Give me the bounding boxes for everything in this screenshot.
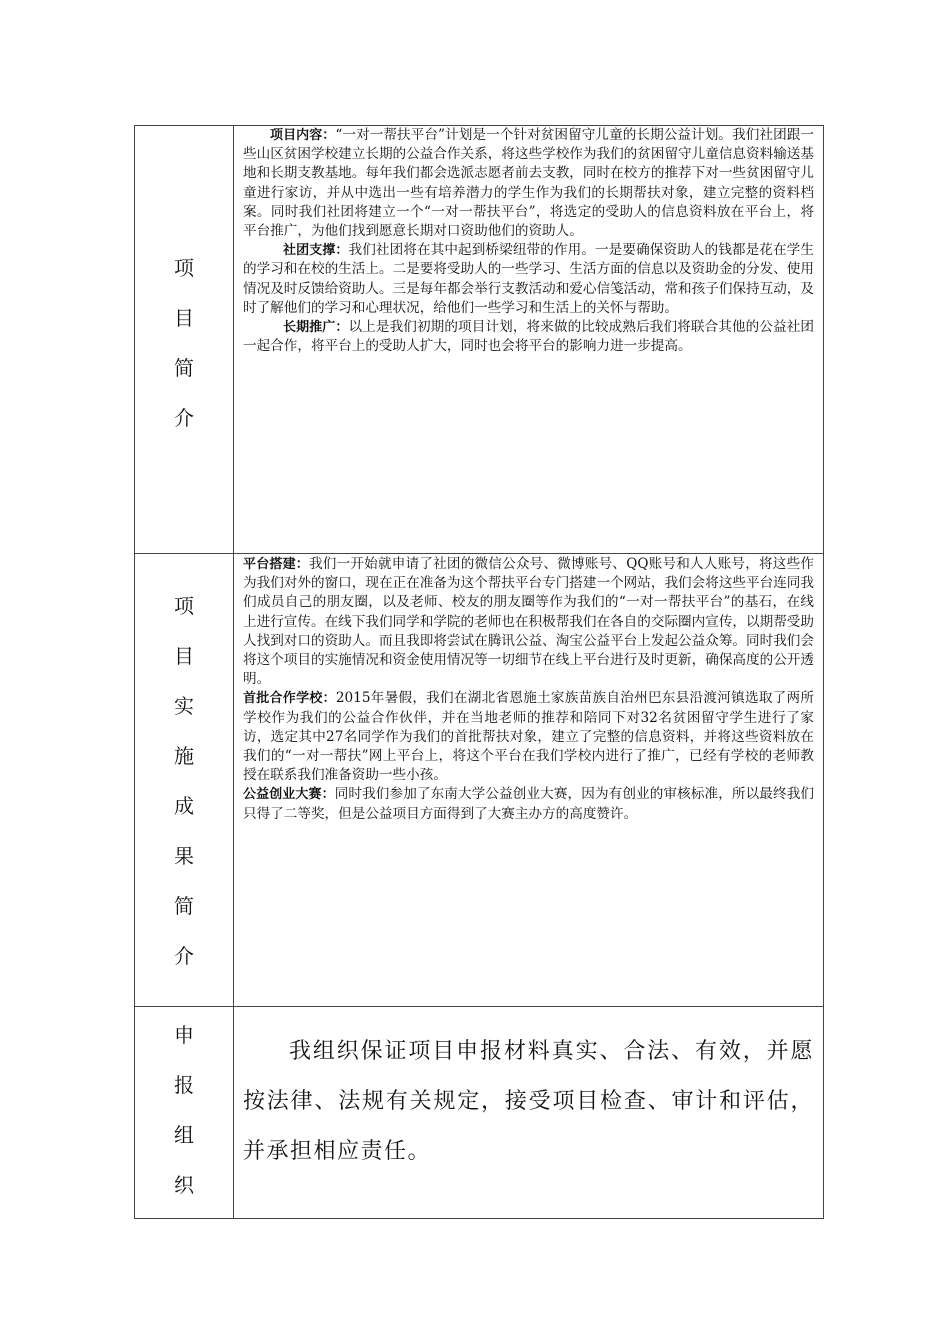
label-char: 简 bbox=[174, 356, 194, 380]
label-char: 组 bbox=[174, 1123, 194, 1147]
paragraph-text: 同时我们参加了东南大学公益创业大赛，因为有创业的审核标准，所以最终我们只得了二等奖，但是公益项目方面得到了大赛主办方的高度赞许。 bbox=[243, 786, 814, 822]
applicant-org-label bbox=[135, 1007, 234, 1219]
label-char: 成 bbox=[174, 794, 194, 818]
project-intro-row bbox=[135, 126, 824, 554]
paragraph-text: “一对一帮扶平台”计划是一个针对贫困留守儿童的长期公益计划。我们社团跟一些山区贫困学校建立长期的公益合作关系，将这些学校作为我们的贫困留守儿童信息资料输送基地和长期支教基地。每年我们都会选派志愿者前去支教，同时在校方的推荐下对一些贫困留守儿童进行家访，并从中选出一些有培养潜力的学生作为我们的长期帮扶对象，建立完整的资料档案。同时我们社团将建立一个“一对一帮扶平台”，将选定的受助人的信息资料放在平台上，将平台推广，为他们找到愿意长期对口资助他们的资助人。 bbox=[243, 127, 814, 240]
implementation-results-content bbox=[234, 554, 824, 1007]
entrepreneurship-contest-paragraph bbox=[234, 785, 823, 823]
paragraph-text: 我们一开始就申请了社团的微信公众号、微博账号、QQ账号和人人账号，将这些作为我们对外的窗口，现在正在准备为这个帮扶平台专门搭建一个网站，我们会将这些平台连同我们成员自己的朋友圈，以及老师、校友的朋友圈等作为我们的“一对一帮扶平台”的基石，在线上进行宣传。在线下我们同学和学院的老师也在积极帮我们在各自的交际圈内宣传，以期帮受助人找到对口的资助人。而且我即将尝试在腾讯公益、淘宝公益平台上发起公益众筹。同时我们会将这个项目的实施情况和资金使用情况等一切细节在线上平台进行及时更新，确保高度的公开透明。 bbox=[243, 556, 814, 688]
paragraph-heading: 公益创业大赛： bbox=[243, 787, 335, 803]
paragraph-text: 2015年暑假，我们在湖北省恩施土家族苗族自治州巴东县沿渡河镇选取了两所学校作为我们的公益合作伙伴，并在当地老师的推荐和陪同下对32名贫困留守学生进行了家访，选定其中27名同学作为我们的首批帮扶对象，建立了完整的信息资料，并将这些资料放在我们的“一对一帮扶”网上平台上，将这个平台在我们学校内进行了推广，已经有学校的老师教授在联系我们准备资助一些小孩。 bbox=[243, 690, 814, 784]
paragraph-heading: 平台搭建： bbox=[243, 557, 309, 572]
paragraph-heading: 首批合作学校： bbox=[243, 691, 336, 707]
label-char: 介 bbox=[174, 944, 194, 968]
label-char: 实 bbox=[174, 694, 194, 718]
project-intro-content bbox=[234, 126, 824, 554]
application-form-table bbox=[134, 125, 824, 1219]
platform-building-paragraph bbox=[234, 555, 823, 689]
label-char: 施 bbox=[174, 744, 194, 768]
paragraph-text: 我们社团将在其中起到桥梁纽带的作用。一是要确保资助人的钱都是花在学生的学习和在校的生活上。二是要将受助人的一些学习、生活方面的信息以及资助金的分发、使用情况及时反馈给资助人。三是每年都会举行支教活动和爱心信笺活动，常和孩子们保持互动，及时了解他们的学习和心理状况，给他们一些学习和生活上的关怀与帮助。 bbox=[243, 242, 814, 316]
label-char: 果 bbox=[174, 844, 194, 868]
paragraph-heading: 长期推广： bbox=[283, 320, 349, 336]
long-term-promotion-paragraph bbox=[234, 318, 823, 356]
label-char: 项 bbox=[174, 594, 194, 618]
label-char: 报 bbox=[174, 1073, 194, 1097]
label-char: 目 bbox=[174, 644, 194, 668]
first-partner-schools-paragraph bbox=[234, 689, 823, 785]
label-char: 织 bbox=[174, 1173, 194, 1197]
implementation-results-label bbox=[135, 554, 234, 1007]
applicant-org-row bbox=[135, 1007, 824, 1219]
project-intro-label bbox=[135, 126, 234, 554]
label-char: 申 bbox=[174, 1023, 194, 1047]
paragraph-heading: 项目内容： bbox=[270, 128, 336, 143]
applicant-org-content bbox=[234, 1007, 824, 1219]
paragraph-heading: 社团支撑： bbox=[283, 243, 349, 259]
project-content-paragraph bbox=[234, 126, 823, 241]
label-char: 目 bbox=[174, 306, 194, 330]
label-char: 介 bbox=[174, 406, 194, 430]
club-support-paragraph bbox=[234, 241, 823, 318]
label-char: 简 bbox=[174, 894, 194, 918]
declaration-text: 我组织保证项目申报材料真实、合法、有效，并愿按法律、法规有关规定，接受项目检查、审计和评估，并承担相应责任。 bbox=[243, 1039, 814, 1164]
implementation-results-row bbox=[135, 554, 824, 1007]
paragraph-text: 以上是我们初期的项目计划，将来做的比较成熟后我们将联合其他的公益社团一起合作，将平台上的受助人扩大，同时也会将平台的影响力进一步提高。 bbox=[243, 319, 814, 355]
label-char: 项 bbox=[174, 256, 194, 280]
